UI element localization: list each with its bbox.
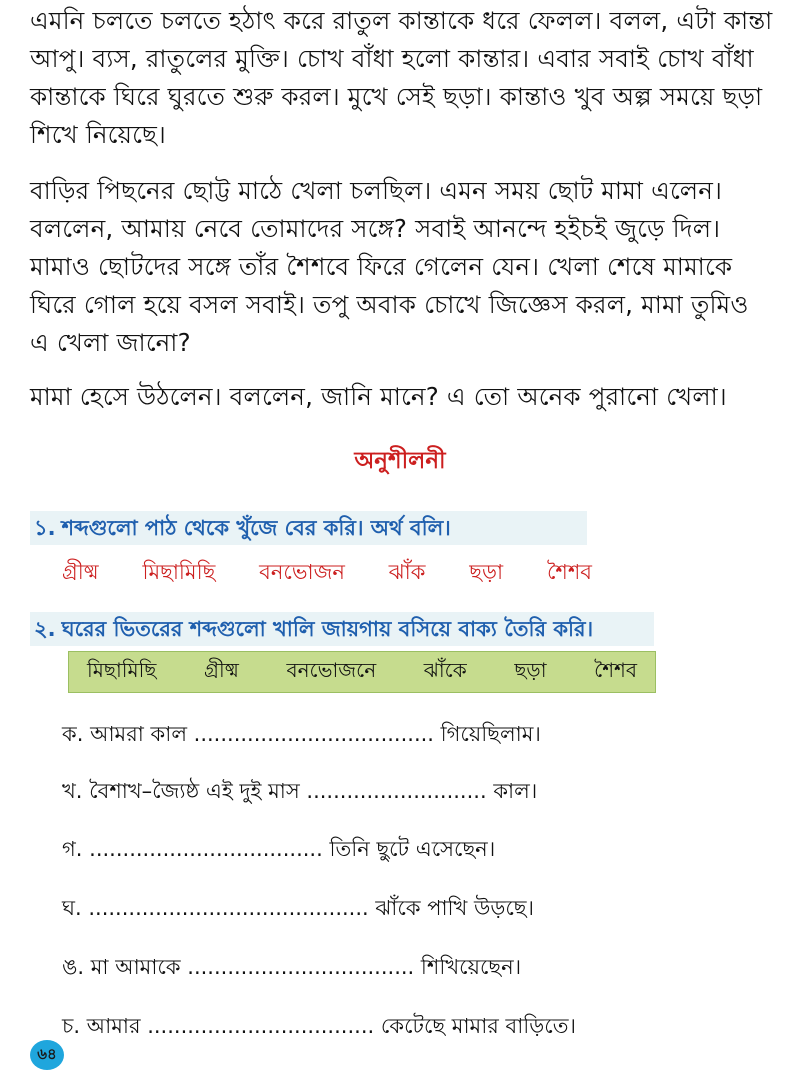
word-list — [62, 556, 592, 591]
page-number: ৬৪ — [37, 1044, 57, 1063]
word-box-item: ছড়া — [514, 657, 547, 682]
item-text-after: কাল। — [493, 779, 538, 803]
word-box-item: মিছামিছি — [87, 657, 157, 682]
question-text: শব্দগুলো পাঠ থেকে খুঁজে বের করি। অর্থ বলি। — [61, 516, 451, 540]
item-text-before: বৈশাখ–জ্যৈষ্ঠ এই দুই মাস — [89, 779, 300, 803]
word-box-item: বনভোজনে — [286, 657, 377, 682]
page-number-badge — [30, 1040, 64, 1070]
fill-blank-item — [62, 892, 534, 927]
item-text-after: শিখিয়েছেন। — [420, 955, 522, 979]
word-item: ছড়া — [469, 560, 504, 584]
word-item: বনভোজন — [259, 560, 345, 584]
blank-line[interactable]: .................................. — [187, 955, 415, 979]
fill-blank-item — [62, 833, 495, 868]
word-item: মিছামিছি — [142, 560, 216, 584]
item-label: গ. — [62, 837, 83, 861]
question-number: ১. — [34, 516, 56, 540]
fill-blank-item — [62, 951, 521, 986]
word-box-item: ঝাঁকে — [423, 657, 467, 682]
item-text-after: ঝাঁকে পাখি উড়ছে। — [375, 896, 535, 920]
item-text-before: মা আমাকে — [90, 955, 181, 979]
item-text-after: তিনি ছুটে এসেছেন। — [329, 837, 496, 861]
item-label: ঙ. — [62, 955, 85, 979]
story-paragraph: বাড়ির পিছনের ছোট্ট মাঠে খেলা চলছিল। এমন সময় ছোট মামা এলেন। বললেন, আমায় নেবে তোমাদের সঙ্গে? সবাই আনন্দে হইচই জুড়ে দিল। মামাও ছোটদের সঙ্গে তাঁর শৈশবে ফিরে গেলেন যেন। খেলা শেষে মামাকে ঘিরে গোল হয়ে বসল সবাই। তপু অবাক চোখে জিজ্ঞেস করল, মামা তুমিও এ খেলা জানো? — [30, 176, 749, 357]
item-label: চ. — [62, 1014, 81, 1038]
question-2 — [30, 612, 654, 646]
blank-line[interactable]: .......................................... — [88, 896, 369, 920]
item-text-after: গিয়েছিলাম। — [440, 722, 541, 746]
question-text: ঘরের ভিতরের শব্দগুলো খালি জায়গায় বসিয়ে বাক্য তৈরি করি। — [61, 617, 594, 641]
item-label: ক. — [62, 722, 84, 746]
question-number: ২. — [34, 617, 56, 641]
story-paragraph: এমনি চলতে চলতে হঠাৎ করে রাতুল কান্তাকে ধরে ফেলল। বলল, এটা কান্তা আপু। ব্যস, রাতুলের মুক্তি। চোখ বাঁধা হলো কান্তার। এবার সবাই চোখ বাঁধা কান্তাকে ঘিরে ঘুরতে শুরু করল। মুখে সেই ছড়া। কান্তাও খুব অল্প সময়ে ছড়া শিখে নিয়েছে। — [30, 6, 773, 149]
question-1 — [30, 511, 587, 545]
item-label: খ. — [62, 779, 83, 803]
fill-blank-item — [62, 1010, 576, 1045]
item-label: ঘ. — [62, 896, 82, 920]
story-paragraph: মামা হেসে উঠলেন। বললেন, জানি মানে? এ তো অনেক পুরানো খেলা। — [30, 382, 727, 411]
word-box-item: শৈশব — [594, 657, 637, 682]
item-text-after: কেটেছে মামার বাড়িতে। — [380, 1014, 577, 1038]
fill-blank-item — [62, 718, 541, 753]
blank-line[interactable]: ........................... — [306, 779, 487, 803]
blank-line[interactable]: ................................... — [89, 837, 323, 861]
blank-line[interactable]: .................................... — [193, 722, 434, 746]
word-box-item: গ্রীষ্ম — [204, 657, 239, 682]
word-item: ঝাঁক — [388, 560, 426, 584]
word-box — [68, 651, 656, 693]
exercise-title: অনুশীলনী — [354, 448, 446, 474]
word-item: গ্রীষ্ম — [62, 560, 99, 584]
word-item: শৈশব — [546, 560, 592, 584]
fill-blank-item — [62, 775, 537, 810]
blank-line[interactable]: .................................. — [147, 1014, 375, 1038]
item-text-before: আমার — [86, 1014, 141, 1038]
item-text-before: আমরা কাল — [90, 722, 187, 746]
